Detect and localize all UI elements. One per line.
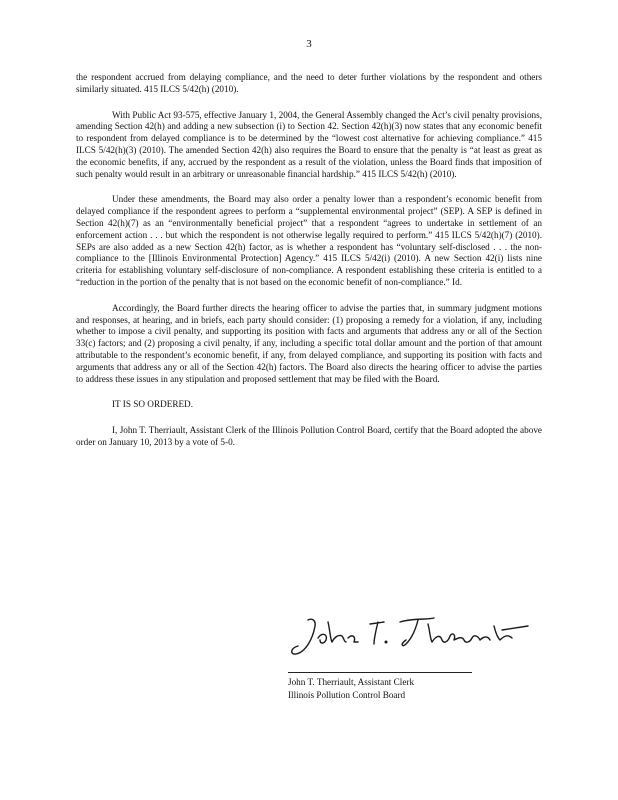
handwritten-signature: [288, 612, 538, 662]
page-number: 3: [306, 38, 312, 50]
so-ordered: IT IS SO ORDERED.: [112, 399, 193, 410]
signer-name-title: John T. Therriault, Assistant Clerk: [288, 677, 415, 687]
signer-organization: Illinois Pollution Control Board: [288, 689, 406, 700]
paragraph-directions: Accordingly, the Board further directs the hearing officer to advise the parties that, in summary judgment motions and responses, at hearing, and in briefs, each party should consider: (1) proposing a remedy for a violation, if any, including whether to impose a civil penalty, and supporting its position with facts and arguments that address any or all of the Section 33(c) factors; and (2) proposing a civil penalty, if any, including a specific total dollar amount and the portion of that amount attributable to the respondent’s economic benefit, if any, from delayed compliance, and supporting its position with facts and arguments that address any or all of the Section 42(h) factors. The Board also directs the hearing officer to advise the parties to address these issues in any stipulation and proposed settlement that may be filed with the Board.: [76, 302, 542, 384]
paragraph-sep: Under these amendments, the Board may also order a penalty lower than a respondent’s economic benefit from delayed compliance if the respondent agrees to perform a “supplemental environmental project” (SEP). A SEP is defined in Section 42(h)(7) as an “environmentally beneficial project” that a respondent “agrees to undertake in settlement of an enforcement action . . . but which the respondent is not otherwise legally required to perform.” 415 ILCS 5/42(h)(7) (2010). SEPs are also added as a new Section 42(h) factor, as is whether a respondent has “voluntary self-disclosed . . . the non-compliance to the [Illinois Environmental Protection] Agency.” 415 ILCS 5/42(i) (2010). A new Section 42(i) lists nine criteria for establishing voluntary self-disclosure of non-compliance. A respondent establishing these criteria is entitled to a “reduction in the portion of the penalty that is not based on the economic benefit of non-compliance.” Id.: [76, 194, 542, 287]
paragraph-continuation: the respondent accrued from delaying compliance, and the need to deter further violations by the respondent and others similarly situated. 415 ILCS 5/42(h) (2010).: [76, 72, 542, 94]
certification-paragraph: I, John T. Therriault, Assistant Clerk of the Illinois Pollution Control Board, certify that the Board adopted the above order on January 10, 2013 by a vote of 5-0.: [76, 425, 542, 447]
signer-block: [288, 676, 414, 701]
order-body: [76, 72, 542, 463]
paragraph-public-act: With Public Act 93-575, effective January 1, 2004, the General Assembly changed the Act’s civil penalty provisions, amending Section 42(h) and adding a new subsection (i) to Section 42. Section 42(h)(3) now states that any economic benefit to respondent from delayed compliance is to be determined by the “lowest cost alternative for achieving compliance.” 415 ILCS 5/42(h)(3) (2010). The amended Section 42(h) also requires the Board to ensure that the penalty is “at least as great as the economic benefits, if any, accrued by the respondent as a result of the violation, unless the Board finds that imposition of such penalty would result in an arbitrary or unreasonable financial hardship.” 415 ILCS 5/42(h) (2010).: [76, 109, 542, 179]
signature-line: [288, 672, 472, 673]
